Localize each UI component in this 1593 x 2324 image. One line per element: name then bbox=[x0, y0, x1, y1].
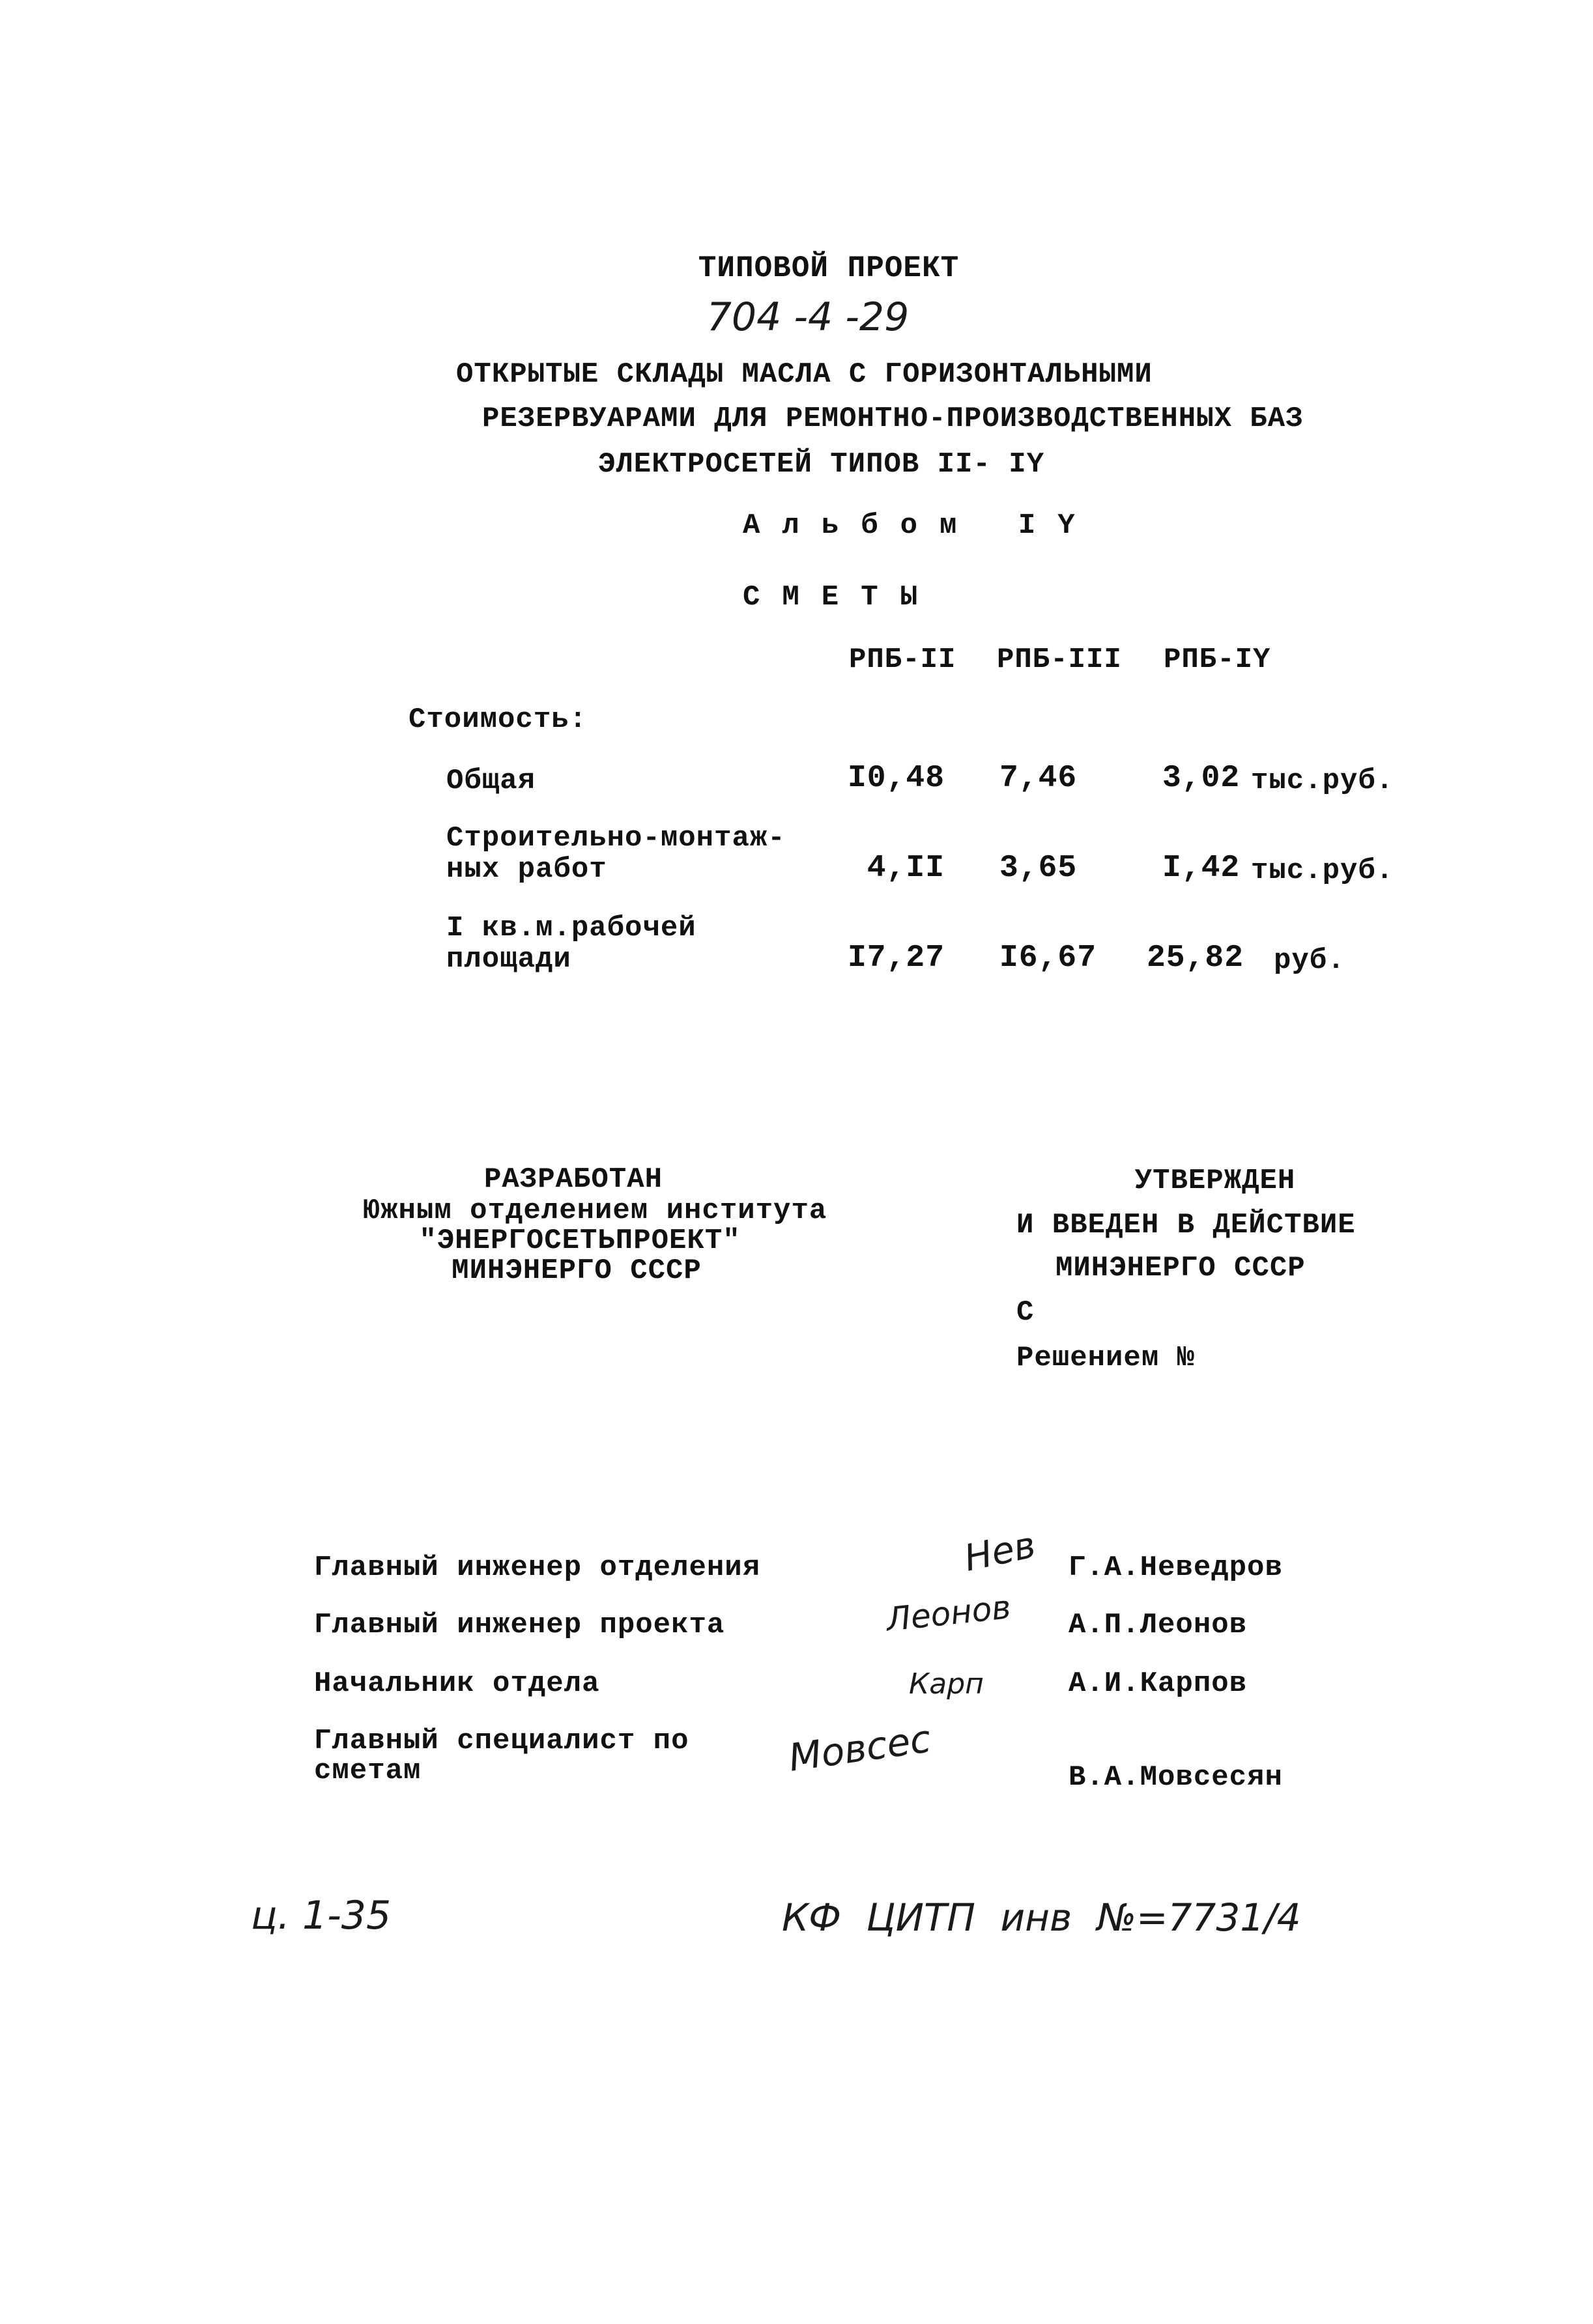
signatory-name: А.И.Карпов bbox=[1069, 1667, 1248, 1700]
approved-heading: УТВЕРЖДЕН bbox=[1134, 1165, 1296, 1197]
signature-image: Нев bbox=[960, 1523, 1040, 1580]
signature-image: Леонов bbox=[884, 1588, 1013, 1639]
signatory-position: Главный специалист по bbox=[314, 1725, 689, 1757]
section-title: СМЕТЫ bbox=[743, 581, 940, 614]
unit-label: тыс.руб. bbox=[1251, 765, 1394, 797]
row-label: I кв.м.рабочей bbox=[446, 912, 696, 944]
column-header-rpb-4: РПБ-IY bbox=[1164, 644, 1271, 676]
cell-value: I7,27 bbox=[847, 941, 945, 976]
row-label: ных работ bbox=[446, 853, 607, 886]
signatory-name: А.П.Леонов bbox=[1069, 1609, 1248, 1641]
developed-heading: РАЗРАБОТАН bbox=[483, 1163, 663, 1196]
title-line-1: ОТКРЫТЫЕ СКЛАДЫ МАСЛА С ГОРИЗОНТАЛЬНЫМИ bbox=[456, 358, 1153, 391]
row-label: Строительно-монтаж- bbox=[446, 822, 786, 855]
unit-label: руб. bbox=[1274, 944, 1345, 977]
row-label: Общая bbox=[446, 765, 536, 797]
column-header-rpb-2: РПБ-II bbox=[849, 644, 956, 676]
project-number: 704 -4 -29 bbox=[706, 294, 910, 340]
cell-value: 7,46 bbox=[999, 761, 1078, 796]
signature-image: Мовсес bbox=[786, 1716, 934, 1780]
signatory-position: Главный инженер отделения bbox=[314, 1552, 761, 1584]
cell-value: 4,II bbox=[867, 851, 945, 886]
approved-decision-label: Решением № bbox=[1016, 1342, 1196, 1374]
cell-value: I6,67 bbox=[999, 941, 1097, 976]
developed-line: МИНЭНЕРГО СССР bbox=[452, 1254, 702, 1287]
developed-line: "ЭНЕРГОСЕТЬПРОЕКТ" bbox=[419, 1225, 741, 1257]
signatory-position: сметам bbox=[314, 1755, 422, 1787]
footer-inventory-number: КФ ЦИТП инв №=7731/4 bbox=[782, 1895, 1301, 1940]
signatory-name: Г.А.Неведров bbox=[1069, 1552, 1283, 1584]
cell-value: 25,82 bbox=[1147, 941, 1244, 976]
cell-value: I,42 bbox=[1162, 851, 1241, 886]
column-header-rpb-3: РПБ-III bbox=[997, 644, 1122, 676]
unit-label: тыс.руб. bbox=[1251, 855, 1394, 887]
title-line-3: ЭЛЕКТРОСЕТЕЙ ТИПОВ II- IY bbox=[598, 448, 1045, 481]
developed-line: Южным отделением института bbox=[362, 1195, 827, 1227]
signature-image: Карп bbox=[909, 1667, 984, 1701]
project-kind: ТИПОВОЙ ПРОЕКТ bbox=[698, 251, 960, 285]
row-label: площади bbox=[446, 943, 571, 976]
title-line-2: РЕЗЕРВУАРАМИ ДЛЯ РЕМОНТНО-ПРОИЗВОДСТВЕННЫХ БАЗ bbox=[482, 403, 1304, 435]
signatory-position: Главный инженер проекта bbox=[314, 1609, 725, 1641]
album-label: Альбом IY bbox=[743, 509, 1097, 542]
approved-line: И ВВЕДЕН В ДЕЙСТВИЕ bbox=[1016, 1209, 1356, 1241]
cell-value: I0,48 bbox=[847, 761, 945, 796]
footer-left-mark: ц. 1-35 bbox=[251, 1893, 392, 1938]
approved-date-prefix: С bbox=[1016, 1296, 1035, 1329]
cost-section-label: Стоимость: bbox=[409, 703, 588, 736]
signatory-position: Начальник отдела bbox=[314, 1667, 600, 1700]
cell-value: 3,65 bbox=[999, 851, 1078, 886]
signatory-name: В.А.Мовсесян bbox=[1069, 1761, 1283, 1794]
approved-line: МИНЭНЕРГО СССР bbox=[1055, 1252, 1306, 1284]
cell-value: 3,02 bbox=[1162, 761, 1241, 796]
